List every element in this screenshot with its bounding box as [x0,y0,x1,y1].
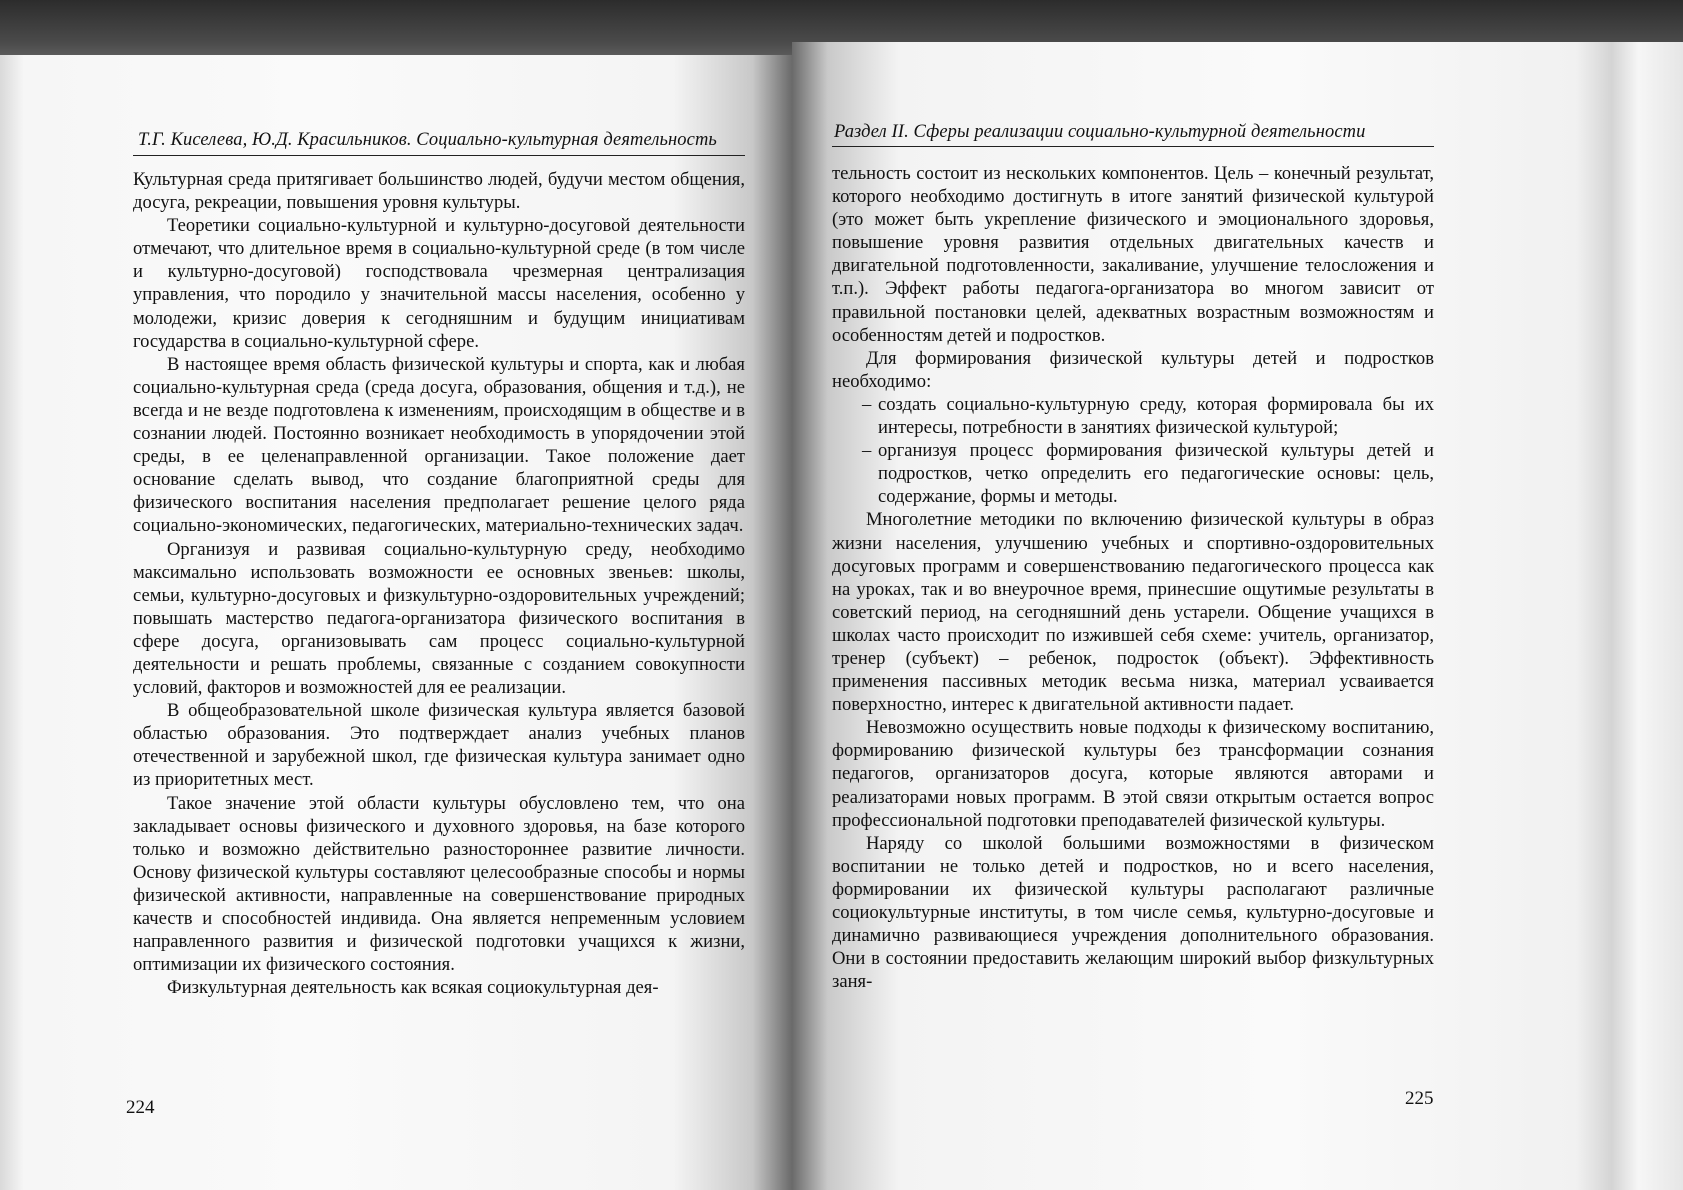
list-item-text: организуя процесс формирования физической культуры детей и подростков, четко определить его педагогические основы: цель, содержание, формы и методы. [878,440,1434,508]
left-page [0,55,792,1190]
right-paragraph-2: Невозможно осуществить новые подходы к физическому воспитанию, формированию физической культуры без трансформации сознания педагогов, организаторов досуга, которые являются авторами и реализаторами новых программ. В этой связи открытым остается вопрос профессиональной подготовки преподавателей физической культуры. [832,717,1434,831]
left-page-number: 224 [126,1097,155,1118]
left-text-block [133,168,745,999]
right-text-block [832,162,1434,993]
right-page-number: 225 [1405,1088,1434,1109]
left-paragraph-3: В настоящее время область физической культуры и спорта, как и любая социально-культурная среда (среда досуга, образования, общения и т.д.), не всегда и не везде подготовлена к изменениям, происходящим в обществе и в сознании людей. Постоянно возникает необходимость в упорядочении этой среды, в ее целенаправленной организации. Такое положение дает основание сделать вывод, что создание благоприятной среды для физического воспитания населения предполагает решение целого ряда социально-экономических, педагогических, материально-технических задач. [133,353,745,537]
left-paragraph-6: Такое значение этой области культуры обусловлено тем, что она закладывает основы физического и духовного здоровья, на базе которого только и возможно действительно разностороннее развитие личности. Основу физической культуры составляют целесообразные способы и нормы физической активности, направленные на совершенствование природных качеств и способностей индивида. Она является непременным условием направленного развития и физической подготовки учащихся к жизни, оптимизации их физического состояния. [133,792,745,976]
list-dash: – [862,393,872,415]
right-intro-paragraph: тельность состоит из нескольких компонентов. Цель – конечный результат, которого необходимо достигнуть в итоге занятий физической культурой (это может быть укрепление физического и эмоционального здоровья, повышение уровня развития отдельных двигательных качеств и двигательной подготовленности, закаливание, улучшение телосложения и т.п.). Эффект работы педагога-организатора во многом зависит от правильной постановки целей, адекватных возрастным возможностям и особенностям детей и подростков. [832,163,1434,346]
requirements-list [832,393,1434,508]
list-item-text: создать социально-культурную среду, которая формировала бы их интересы, потребности в занятиях физической культурой; [878,393,1434,439]
left-running-head: Т.Г. Киселева, Ю.Д. Красильников. Социально-культурная деятельность [138,130,717,150]
left-paragraph-5: В общеобразовательной школе физическая культура является базовой областью образования. Это подтверждает анализ учебных планов отечественной и зарубежной школ, где физическая культура занимает одно из приоритетных мест. [133,700,745,791]
right-running-head: Раздел II. Сферы реализации социально-культурной деятельности [834,122,1366,142]
left-paragraph-1: Культурная среда притягивает большинство людей, будучи местом общения, досуга, рекреации, повышения уровня культуры. [133,169,745,214]
right-paragraph-1: Многолетние методики по включению физической культуры в образ жизни населения, улучшению учебных и спортивно-оздоровительных досуговых программ и совершенствованию педагогического процесса как на уроках, так и во внеурочное время, принесшие ощутимые результаты в советский период, на сегодняшний день устарели. Общение учащихся в школах часто происходит по изжившей себя схеме: учитель, организатор, тренер (субъект) – ребенок, подросток (объект). Эффективность применения пассивных методик весьма низка, материал усваивается поверхностно, интерес к двигательной активности падает. [832,509,1434,716]
left-paragraph-2: Теоретики социально-культурной и культурно-досуговой деятельности отмечают, что длительное время в социально-культурной среде (в том числе и культурно-досуговой) господствовала чрезмерная централизация управления, что породило у значительной массы населения, особенно у молодежи, кризис доверия к сегодняшним и будущим инициативам государства в социально-культурной сфере. [133,215,745,352]
right-page [792,42,1683,1190]
right-paragraph-3: Наряду со школой большими возможностями в физическом воспитании не только детей и подростков, но и всего населения, формировании их физической культуры располагают различные социокультурные институты, в том числе семья, культурно-досуговые и динамично развивающиеся учреждения дополнительного образования. Они в состоянии предоставить желающим широкий выбор физкультурных заня- [832,832,1434,993]
left-paragraph-4: Организуя и развивая социально-культурную среду, необходимо максимально использовать возможности ее основных звеньев: школы, семьи, культурно-досуговых и физкультурно-оздоровительных учреждений; повышать мастерство педагога-организатора физического воспитания в сфере досуга, организовывать сам процесс социально-культурной деятельности и решать проблемы, связанные с созданием совокупности условий, факторов и возможностей для ее реализации. [133,538,745,699]
left-header-rule [133,155,745,156]
right-header-rule [832,146,1434,147]
list-item [832,439,1434,508]
right-list-intro: Для формирования физической культуры детей и подростков необходимо: [832,347,1434,392]
list-dash: – [862,440,872,462]
left-paragraph-7: Физкультурная деятельность как всякая социокультурная дея- [167,977,659,999]
list-item [832,393,1434,439]
